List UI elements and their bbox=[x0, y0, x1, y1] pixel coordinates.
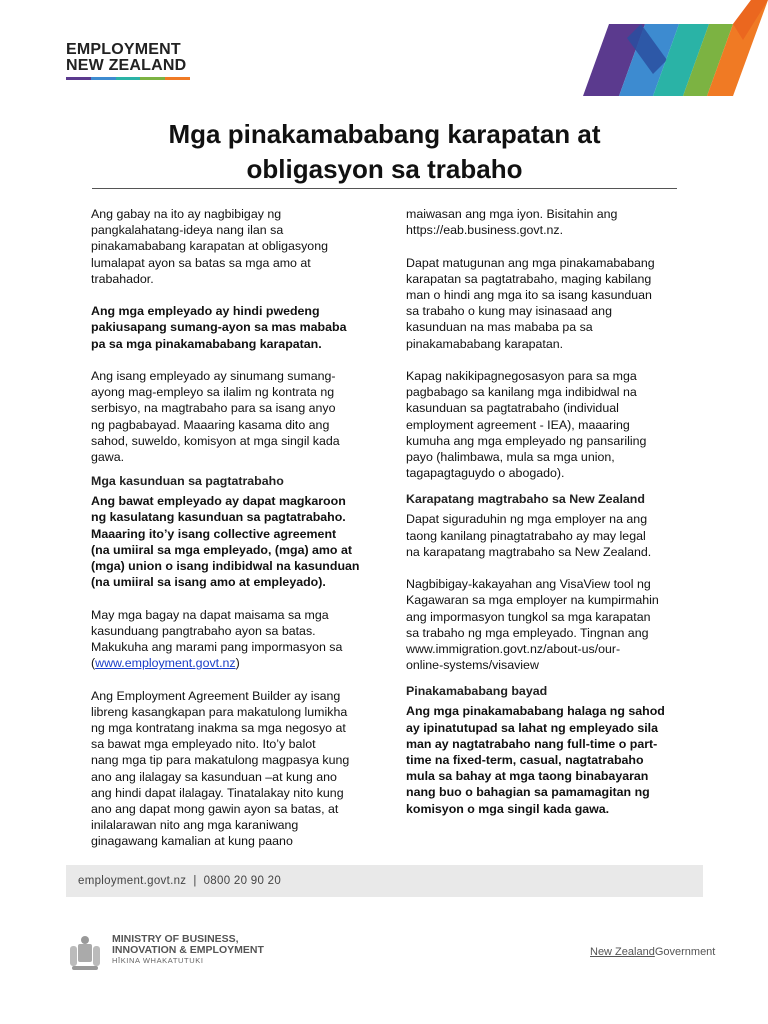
employment-nz-logo bbox=[66, 42, 190, 80]
nz-government-logo bbox=[590, 946, 715, 958]
nz-coat-of-arms-icon bbox=[66, 934, 104, 974]
agreement-contents-text: May mga bagay na dapat maisama sa mga kasunduang pangtrabaho ayon sa batas. Makukuha ang marami pang impormasyon sa ( bbox=[91, 607, 343, 671]
right-column bbox=[406, 206, 682, 817]
logo-line-1: EMPLOYMENT bbox=[66, 41, 181, 58]
employment-website-link[interactable]: www.employment.govt.nz bbox=[95, 656, 236, 671]
agreement-builder-paragraph: Ang Employment Agreement Builder ay isang libreng kasangkapan para makatulong lumikha ng mga kontratang inakma sa mga negosyo at sa bawat mga empleyado nito. Ito’y balot nang mga tip para makatulong magpasya kung ano ang ilalagay sa kasunduan –at kung ano ang hindi dapat ilalagay. Tinatalakay nito kung ano ang dapat mong gawin ayon sa batas, at inilalarawan nito ang mga karaniwang ginagawang kamalian at kung paano bbox=[91, 688, 350, 849]
agreements-paragraph: Ang bawat empleyado ay dapat magkaroon ng kasulatang kasunduan sa pagtatrabaho. Maaaring ito’y isang collective agreement (na umiiral sa mga empleyado, (mga) amo at (mga) union o isang indibidwal na kasunduan (na umiiral sa isang amo at empleyado). bbox=[91, 494, 360, 590]
employee-definition-paragraph: Ang isang empleyado ay sinumang sumang- ayong mag-empleyo sa ilalim ng kontrata ng serbisyo, na magtrabaho para sa isang anyo ng pagbabayad. Maaaring kasama dito ang sahod, suweldo, komisyon at mga singil kada gawa. bbox=[91, 369, 340, 465]
mbie-logo bbox=[66, 934, 264, 974]
mbie-maori-name: HĪKINA WHAKATUTUKI bbox=[112, 956, 204, 965]
visaview-paragraph: Nagbibigay-kakayahan ang VisaView tool ng Kagawaran sa mga employer na kumpirmahin ang impormasyon tungkol sa mga karapatan sa trabaho ng mga empleyado. Tingnan ang www.immigration.govt.nz/about-us/our- online-systems/visaview bbox=[406, 577, 659, 673]
builder-continued-paragraph: maiwasan ang mga iyon. Bisitahin ang https://eab.business.govt.nz. bbox=[406, 207, 618, 238]
minimum-rights-paragraph: Ang mga empleyado ay hindi pwedeng pakiusapang sumang-ayon sa mas mababa pa sa mga pinakamababang karapatan. bbox=[91, 304, 347, 351]
intro-paragraph: Ang gabay na ito ay nagbibigay ng pangkalahatang-ideya nang ilan sa pinakamababang karapatan at obligasyong lumalapat ayon sa batas sa mga amo at trabahador. bbox=[91, 207, 328, 286]
footer-contact-bar bbox=[66, 865, 703, 897]
brand-stripes-icon bbox=[583, 0, 768, 96]
footer-phone[interactable]: 0800 20 90 20 bbox=[203, 875, 282, 887]
nzgov-part-2: Government bbox=[654, 946, 716, 958]
minimum-rights-met-paragraph: Dapat matugunan ang mga pinakamababang karapatan sa pagtatrabaho, maging kabilang man o hindi ang mga ito sa isang kasunduan sa trabaho o kung may isinasaad ang kasunduan na mas mababa pa sa pinakamababang karapatan. bbox=[406, 255, 655, 351]
section-heading-minimum-pay: Pinakamababang bayad bbox=[406, 684, 548, 699]
agreement-contents-paragraph bbox=[91, 607, 373, 672]
title-line-1: Mga pinakamababang karapatan at bbox=[168, 119, 601, 149]
section-heading-agreements: Mga kasunduan sa pagtatrabaho bbox=[91, 474, 284, 489]
nzgov-part-1: New Zealand bbox=[590, 946, 655, 958]
mbie-line-1: MINISTRY OF BUSINESS, bbox=[112, 933, 239, 945]
right-to-work-paragraph: Dapat siguraduhin ng mga employer na ang taong kanilang pinagtatrabaho ay may legal na karapatang magtrabaho sa New Zealand. bbox=[406, 512, 652, 559]
left-column bbox=[91, 206, 373, 850]
agreement-contents-end: ) bbox=[235, 656, 240, 671]
negotiation-paragraph: Kapag nakikipagnegosasyon para sa mga pagbabago sa kanilang mga indibidwal na kasunduan sa pagtatrabaho (individual employment agreement - IEA), maaaring kumuha ang mga empleyado ng pansariling payo (halimbawa, mula sa mga union, tagapagtaguydo o abogado). bbox=[406, 369, 647, 481]
title-divider bbox=[92, 188, 677, 189]
footer-website[interactable]: employment.govt.nz bbox=[78, 875, 187, 887]
section-heading-right-to-work: Karapatang magtrabaho sa New Zealand bbox=[406, 492, 645, 507]
mbie-line-2: INNOVATION & EMPLOYMENT bbox=[112, 944, 264, 956]
page-title bbox=[92, 117, 677, 187]
logo-color-bar bbox=[66, 77, 190, 80]
title-line-2: obligasyon sa trabaho bbox=[246, 154, 523, 184]
logo-line-2: NEW ZEALAND bbox=[66, 57, 187, 74]
minimum-pay-paragraph: Ang mga pinakamababang halaga ng sahod ay ipinatutupad sa lahat ng empleyado sila man ay nagtatrabaho nang full-time o part- time na fixed-term, casual, nagtatrabaho mula sa bahay at mga taong binabayaran nang buo o bahagian sa pamamagitan ng komisyon o mga singil kada gawa. bbox=[406, 704, 665, 816]
footer-separator: | bbox=[193, 875, 197, 887]
